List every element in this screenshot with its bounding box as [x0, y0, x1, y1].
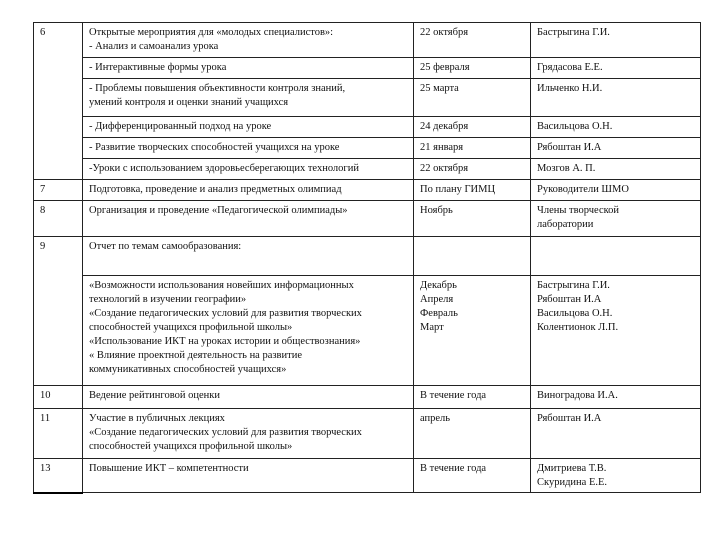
event-cell-line: - Интерактивные формы урока	[89, 62, 227, 73]
responsible-cell-line: Руководители ШМО	[537, 184, 629, 195]
table-row	[34, 459, 701, 493]
responsible-cell	[531, 386, 701, 409]
responsible-cell-line: Бастрыгина Г.И.	[537, 280, 610, 291]
date-cell-line: 25 февраля	[420, 62, 470, 73]
event-cell	[83, 201, 414, 237]
event-cell	[83, 276, 414, 386]
row-number-text: 11	[40, 413, 51, 424]
responsible-cell-line: Рябоштан И.А	[537, 294, 602, 305]
plan-table	[33, 22, 701, 494]
row-number	[34, 459, 83, 493]
responsible-cell-line: Скуридина Е.Е.	[537, 477, 608, 488]
table-row	[34, 180, 701, 201]
row-number	[34, 23, 83, 180]
date-cell	[414, 23, 531, 58]
responsible-cell	[531, 459, 701, 493]
event-cell	[83, 409, 414, 459]
responsible-cell-line: Рябоштан И.А	[537, 142, 602, 153]
event-cell-line: «Создание педагогических условий для развития творческих	[89, 308, 362, 319]
row-number-text: 7	[40, 184, 46, 195]
event-cell-line: -Уроки с использованием здоровьесберегающих технологий	[89, 163, 359, 174]
row-number-text: 10	[40, 390, 51, 401]
event-cell	[83, 159, 414, 180]
responsible-cell-line: Грядасова Е.Е.	[537, 62, 603, 73]
date-cell	[414, 180, 531, 201]
event-cell	[83, 117, 414, 138]
date-cell-line: апрель	[420, 413, 451, 424]
date-cell-line: По плану ГИМЦ	[420, 184, 496, 195]
responsible-cell	[531, 58, 701, 79]
table-row	[34, 79, 701, 117]
event-cell	[83, 237, 414, 276]
responsible-cell-line: Члены творческой	[537, 205, 620, 216]
responsible-cell	[531, 409, 701, 459]
responsible-cell	[531, 159, 701, 180]
table-row	[34, 159, 701, 180]
table-row	[34, 237, 701, 276]
table-row	[34, 117, 701, 138]
event-cell-line: «Использование ИКТ на уроках истории и обществознания»	[89, 336, 361, 347]
event-cell-line: - Развитие творческих способностей учащихся на уроке	[89, 142, 340, 153]
date-cell	[414, 276, 531, 386]
date-cell-line: 25 марта	[420, 83, 459, 94]
row-number	[34, 386, 83, 409]
responsible-cell-line: лаборатории	[537, 219, 594, 230]
date-cell	[414, 237, 531, 276]
responsible-cell-line: Колентионок Л.П.	[537, 322, 619, 333]
event-cell	[83, 79, 414, 117]
responsible-cell	[531, 117, 701, 138]
row-number	[34, 237, 83, 386]
event-cell-line: Отчет по темам самообразования:	[89, 241, 242, 252]
responsible-cell	[531, 201, 701, 237]
row-number	[34, 180, 83, 201]
table-row	[34, 23, 701, 58]
event-cell-line: Подготовка, проведение и анализ предметных олимпиад	[89, 184, 342, 195]
event-cell-line: Ведение рейтинговой оценки	[89, 390, 220, 401]
date-cell-line: В течение года	[420, 390, 487, 401]
responsible-cell	[531, 23, 701, 58]
event-cell-line: Повышение ИКТ – компетентности	[89, 463, 249, 474]
responsible-cell-line: Мозгов А. П.	[537, 163, 596, 174]
table-row	[34, 201, 701, 237]
event-cell-line: - Проблемы повышения объективности контроля знаний,	[89, 83, 346, 94]
event-cell	[83, 58, 414, 79]
row-number-text: 6	[40, 27, 46, 38]
date-cell	[414, 138, 531, 159]
event-cell	[83, 23, 414, 58]
event-cell-line: технологий в изучении географии»	[89, 294, 247, 305]
responsible-cell-line: Васильцова О.Н.	[537, 121, 613, 132]
date-cell	[414, 201, 531, 237]
event-cell-line: коммуникативных способностей учащихся»	[89, 364, 287, 375]
event-cell-line: - Анализ и самоанализ урока	[89, 41, 219, 52]
row-number	[34, 409, 83, 459]
event-cell-line: «Создание педагогических условий для развития творческих	[89, 427, 362, 438]
responsible-cell-line: Бастрыгина Г.И.	[537, 27, 610, 38]
responsible-cell	[531, 138, 701, 159]
date-cell-line: 21 января	[420, 142, 464, 153]
date-cell-line: Февраль	[420, 308, 458, 319]
event-cell	[83, 386, 414, 409]
responsible-cell	[531, 237, 701, 276]
event-cell	[83, 138, 414, 159]
event-cell-line: « Влияние проектной деятельность на развитие	[89, 350, 302, 361]
table-row	[34, 58, 701, 79]
table-row	[34, 276, 701, 386]
responsible-cell-line: Ильченко Н.И.	[537, 83, 603, 94]
responsible-cell-line: Васильцова О.Н.	[537, 308, 613, 319]
event-cell-line: умений контроля и оценки знаний учащихся	[89, 97, 289, 108]
row-number-text: 13	[40, 463, 51, 474]
table-row	[34, 409, 701, 459]
event-cell-line: - Дифференцированный подход на уроке	[89, 121, 272, 132]
date-cell	[414, 459, 531, 493]
responsible-cell-line: Дмитриева Т.В.	[537, 463, 607, 474]
responsible-cell	[531, 276, 701, 386]
responsible-cell	[531, 79, 701, 117]
event-cell-line: способностей учащихся профильной школы»	[89, 322, 293, 333]
event-cell-line: Участие в публичных лекциях	[89, 413, 225, 424]
date-cell-line: В течение года	[420, 463, 487, 474]
date-cell-line: Апреля	[420, 294, 454, 305]
table-row	[34, 138, 701, 159]
date-cell-line: 24 декабря	[420, 121, 469, 132]
row-number-text: 9	[40, 241, 46, 252]
date-cell-line: Март	[420, 322, 444, 333]
responsible-cell-line: Виноградова И.А.	[537, 390, 618, 401]
date-cell	[414, 58, 531, 79]
event-cell-line: «Возможности использования новейших информационных	[89, 280, 354, 291]
row-number	[34, 201, 83, 237]
responsible-cell	[531, 180, 701, 201]
date-cell	[414, 386, 531, 409]
event-cell-line: Открытые мероприятия для «молодых специалистов»:	[89, 27, 334, 38]
date-cell-line: 22 октября	[420, 27, 469, 38]
row-number-text: 8	[40, 205, 46, 216]
responsible-cell-line: Рябоштан И.А	[537, 413, 602, 424]
event-cell	[83, 180, 414, 201]
date-cell	[414, 117, 531, 138]
event-cell-line: Организация и проведение «Педагогической олимпиады»	[89, 205, 348, 216]
event-cell-line: способностей учащихся профильной школы»	[89, 441, 293, 452]
date-cell	[414, 409, 531, 459]
date-cell	[414, 79, 531, 117]
date-cell-line: 22 октября	[420, 163, 469, 174]
table-row	[34, 386, 701, 409]
date-cell-line: Декабрь	[420, 280, 457, 291]
event-cell	[83, 459, 414, 493]
date-cell	[414, 159, 531, 180]
date-cell-line: Ноябрь	[420, 205, 453, 216]
